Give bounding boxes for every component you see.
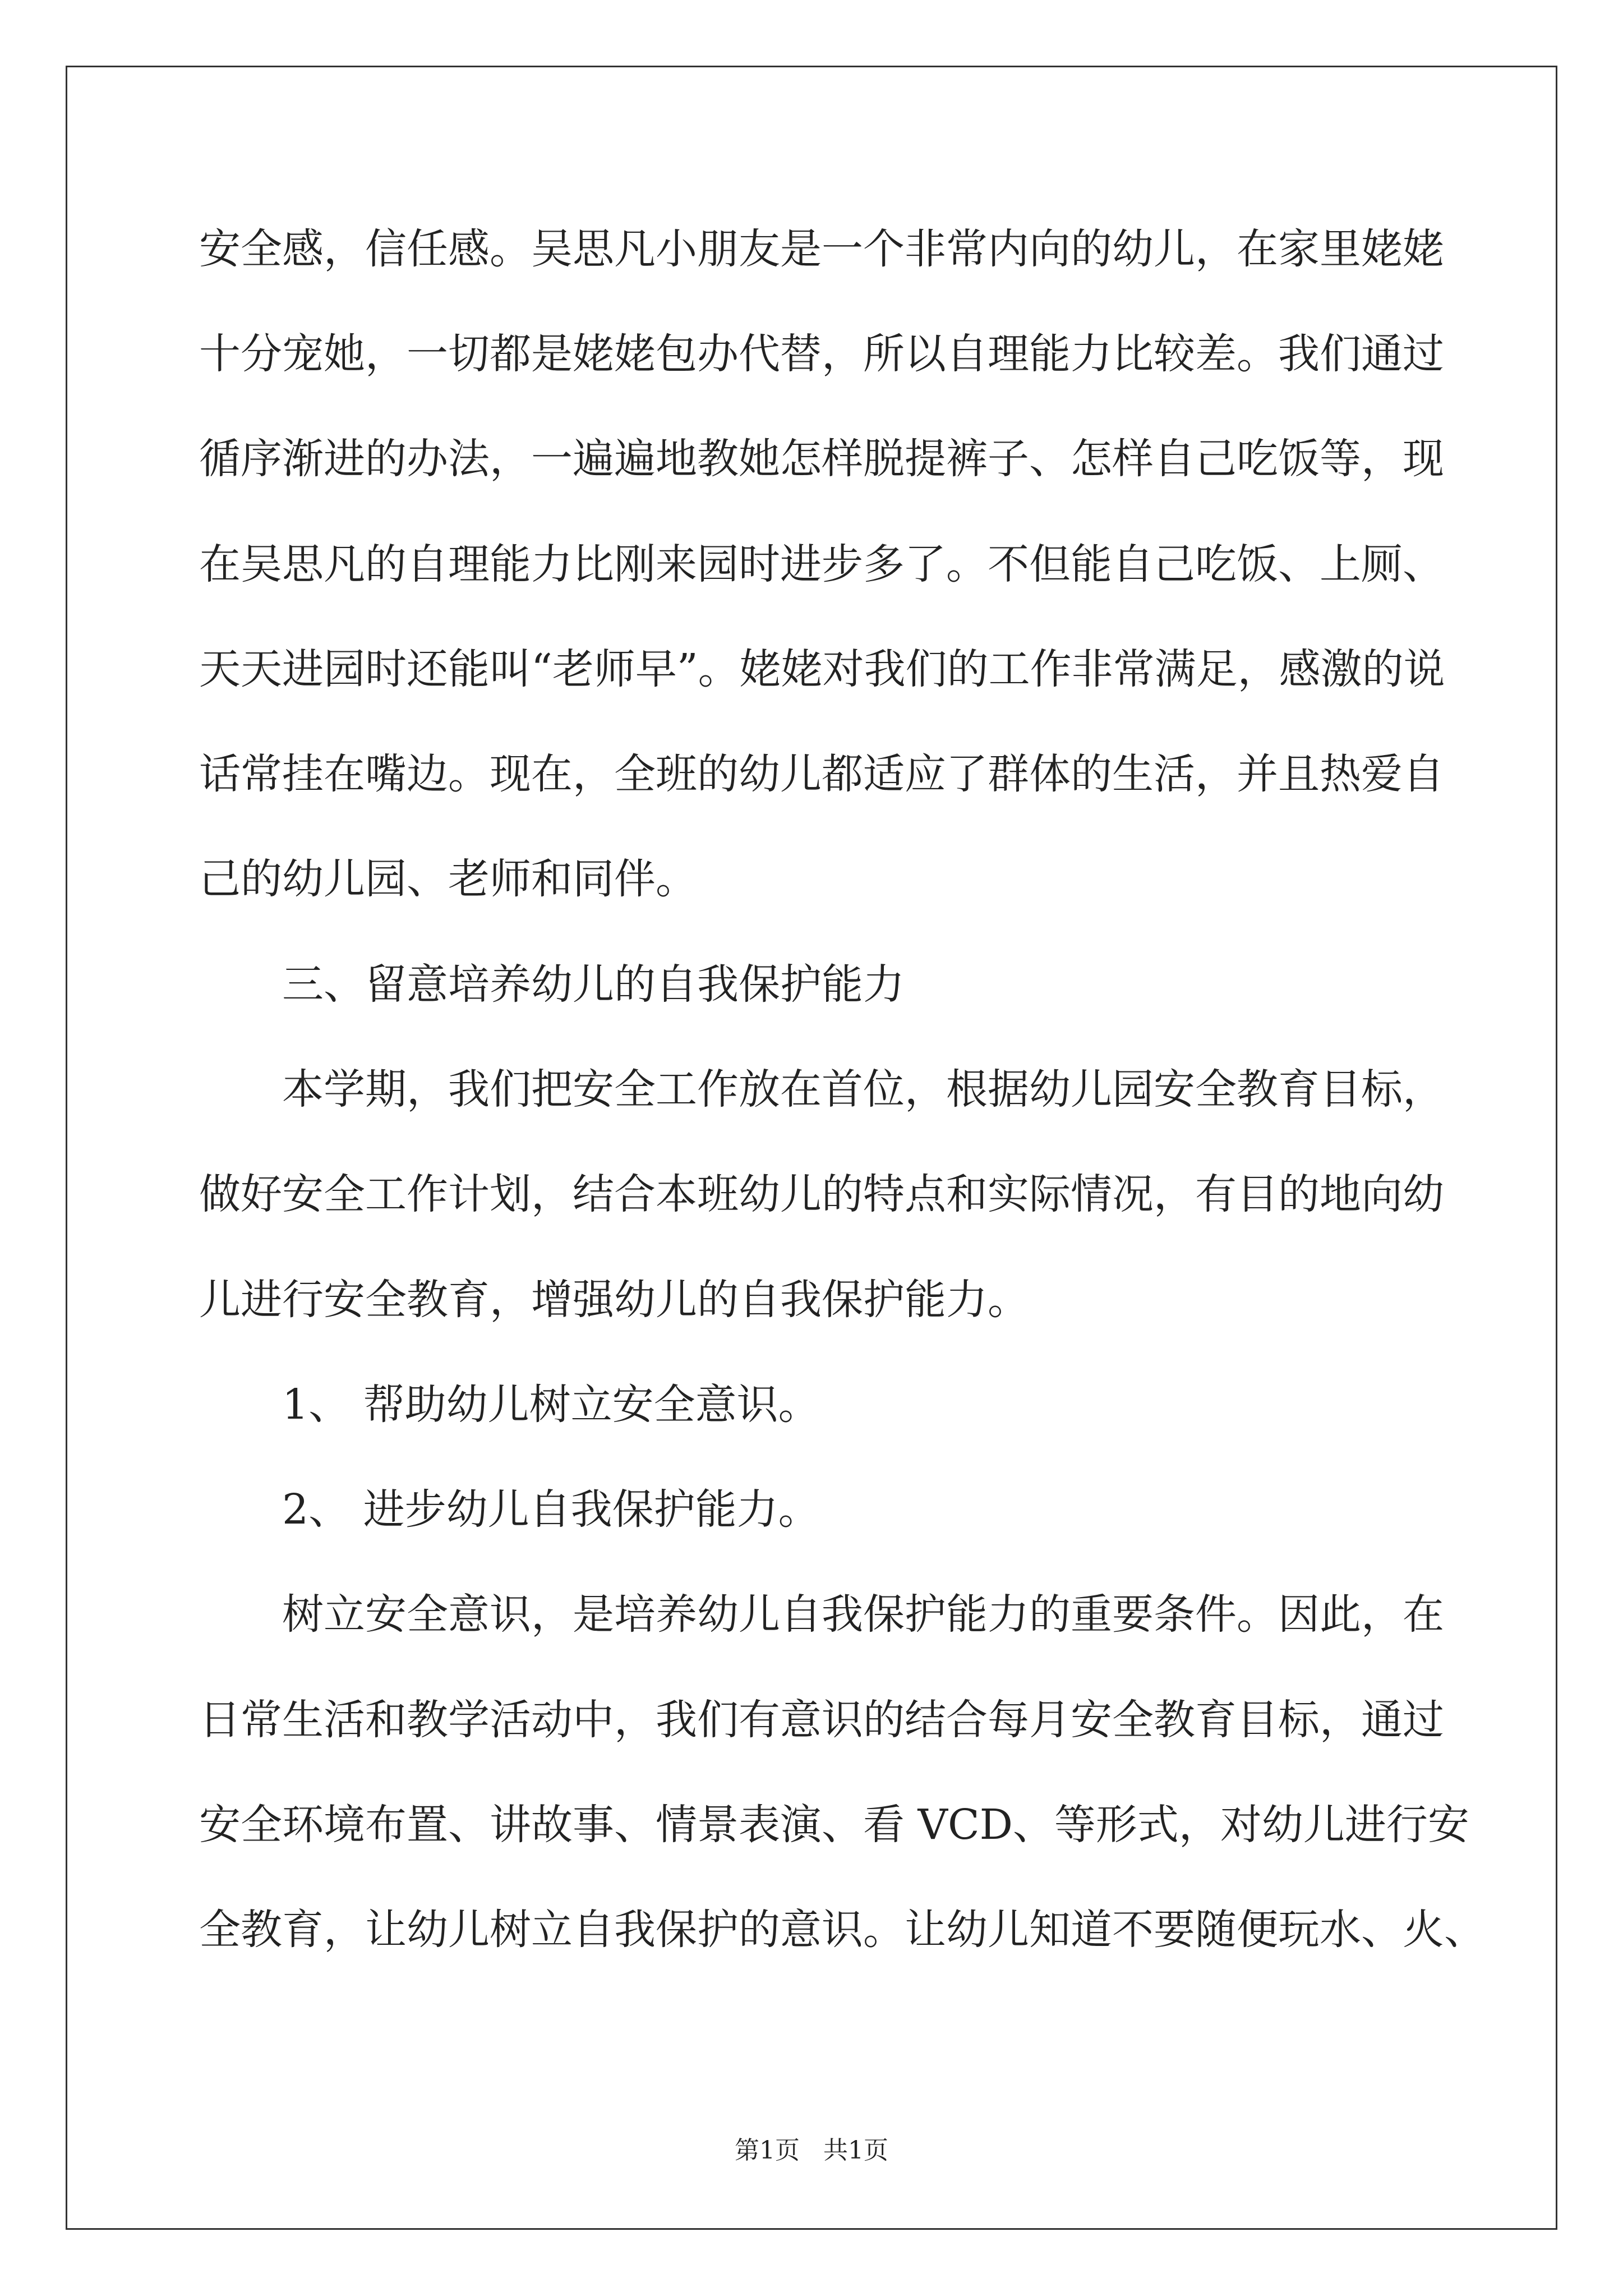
text-line: 儿进行安全教育，增强幼儿的自我保护能力。 <box>199 1276 1029 1324</box>
list-item: 1、 帮助幼儿树立安全意识。 <box>282 1381 820 1429</box>
text-line: 树立安全意识，是培养幼儿自我保护能力的重要条件。因此，在 <box>282 1590 1444 1639</box>
text-line: 本学期，我们把安全工作放在首位，根据幼儿园安全教育目标， <box>282 1065 1444 1114</box>
text-line: 在吴思凡的自理能力比刚来园时进步多了。不但能自己吃饭、上厕、 <box>199 540 1444 588</box>
text-line: 天天进园时还能叫“老师早”。姥姥对我们的工作非常满足，感激的说 <box>199 645 1445 693</box>
text-line: 己的幼儿园、老师和同伴。 <box>199 855 697 903</box>
text-line: 日常生活和教学活动中，我们有意识的结合每月安全教育目标，通过 <box>199 1696 1444 1744</box>
text-line: 十分宠她，一切都是姥姥包办代替，所以自理能力比较差。我们通过 <box>199 330 1444 378</box>
text-line: 安全环境布置、讲故事、情景表演、看 VCD、等形式，对幼儿进行安 <box>199 1801 1469 1849</box>
text-line: 循序渐进的办法，一遍遍地教她怎样脱提裤子、怎样自己吃饭等，现 <box>199 435 1444 483</box>
text-line: 话常挂在嘴边。现在，全班的幼儿都适应了群体的生活，并且热爱自 <box>199 750 1444 798</box>
list-item: 2、 进步幼儿自我保护能力。 <box>282 1485 820 1534</box>
page-number-footer: 第1页 共1页 <box>735 2136 888 2165</box>
text-line: 全教育，让幼儿树立自我保护的意识。让幼儿知道不要随便玩水、火、 <box>199 1906 1486 1954</box>
section-heading: 三、留意培养幼儿的自我保护能力 <box>282 960 905 1009</box>
text-line: 安全感，信任感。吴思凡小朋友是一个非常内向的幼儿，在家里姥姥 <box>199 225 1444 273</box>
text-line: 做好安全工作计划，结合本班幼儿的特点和实际情况，有目的地向幼 <box>199 1170 1444 1218</box>
